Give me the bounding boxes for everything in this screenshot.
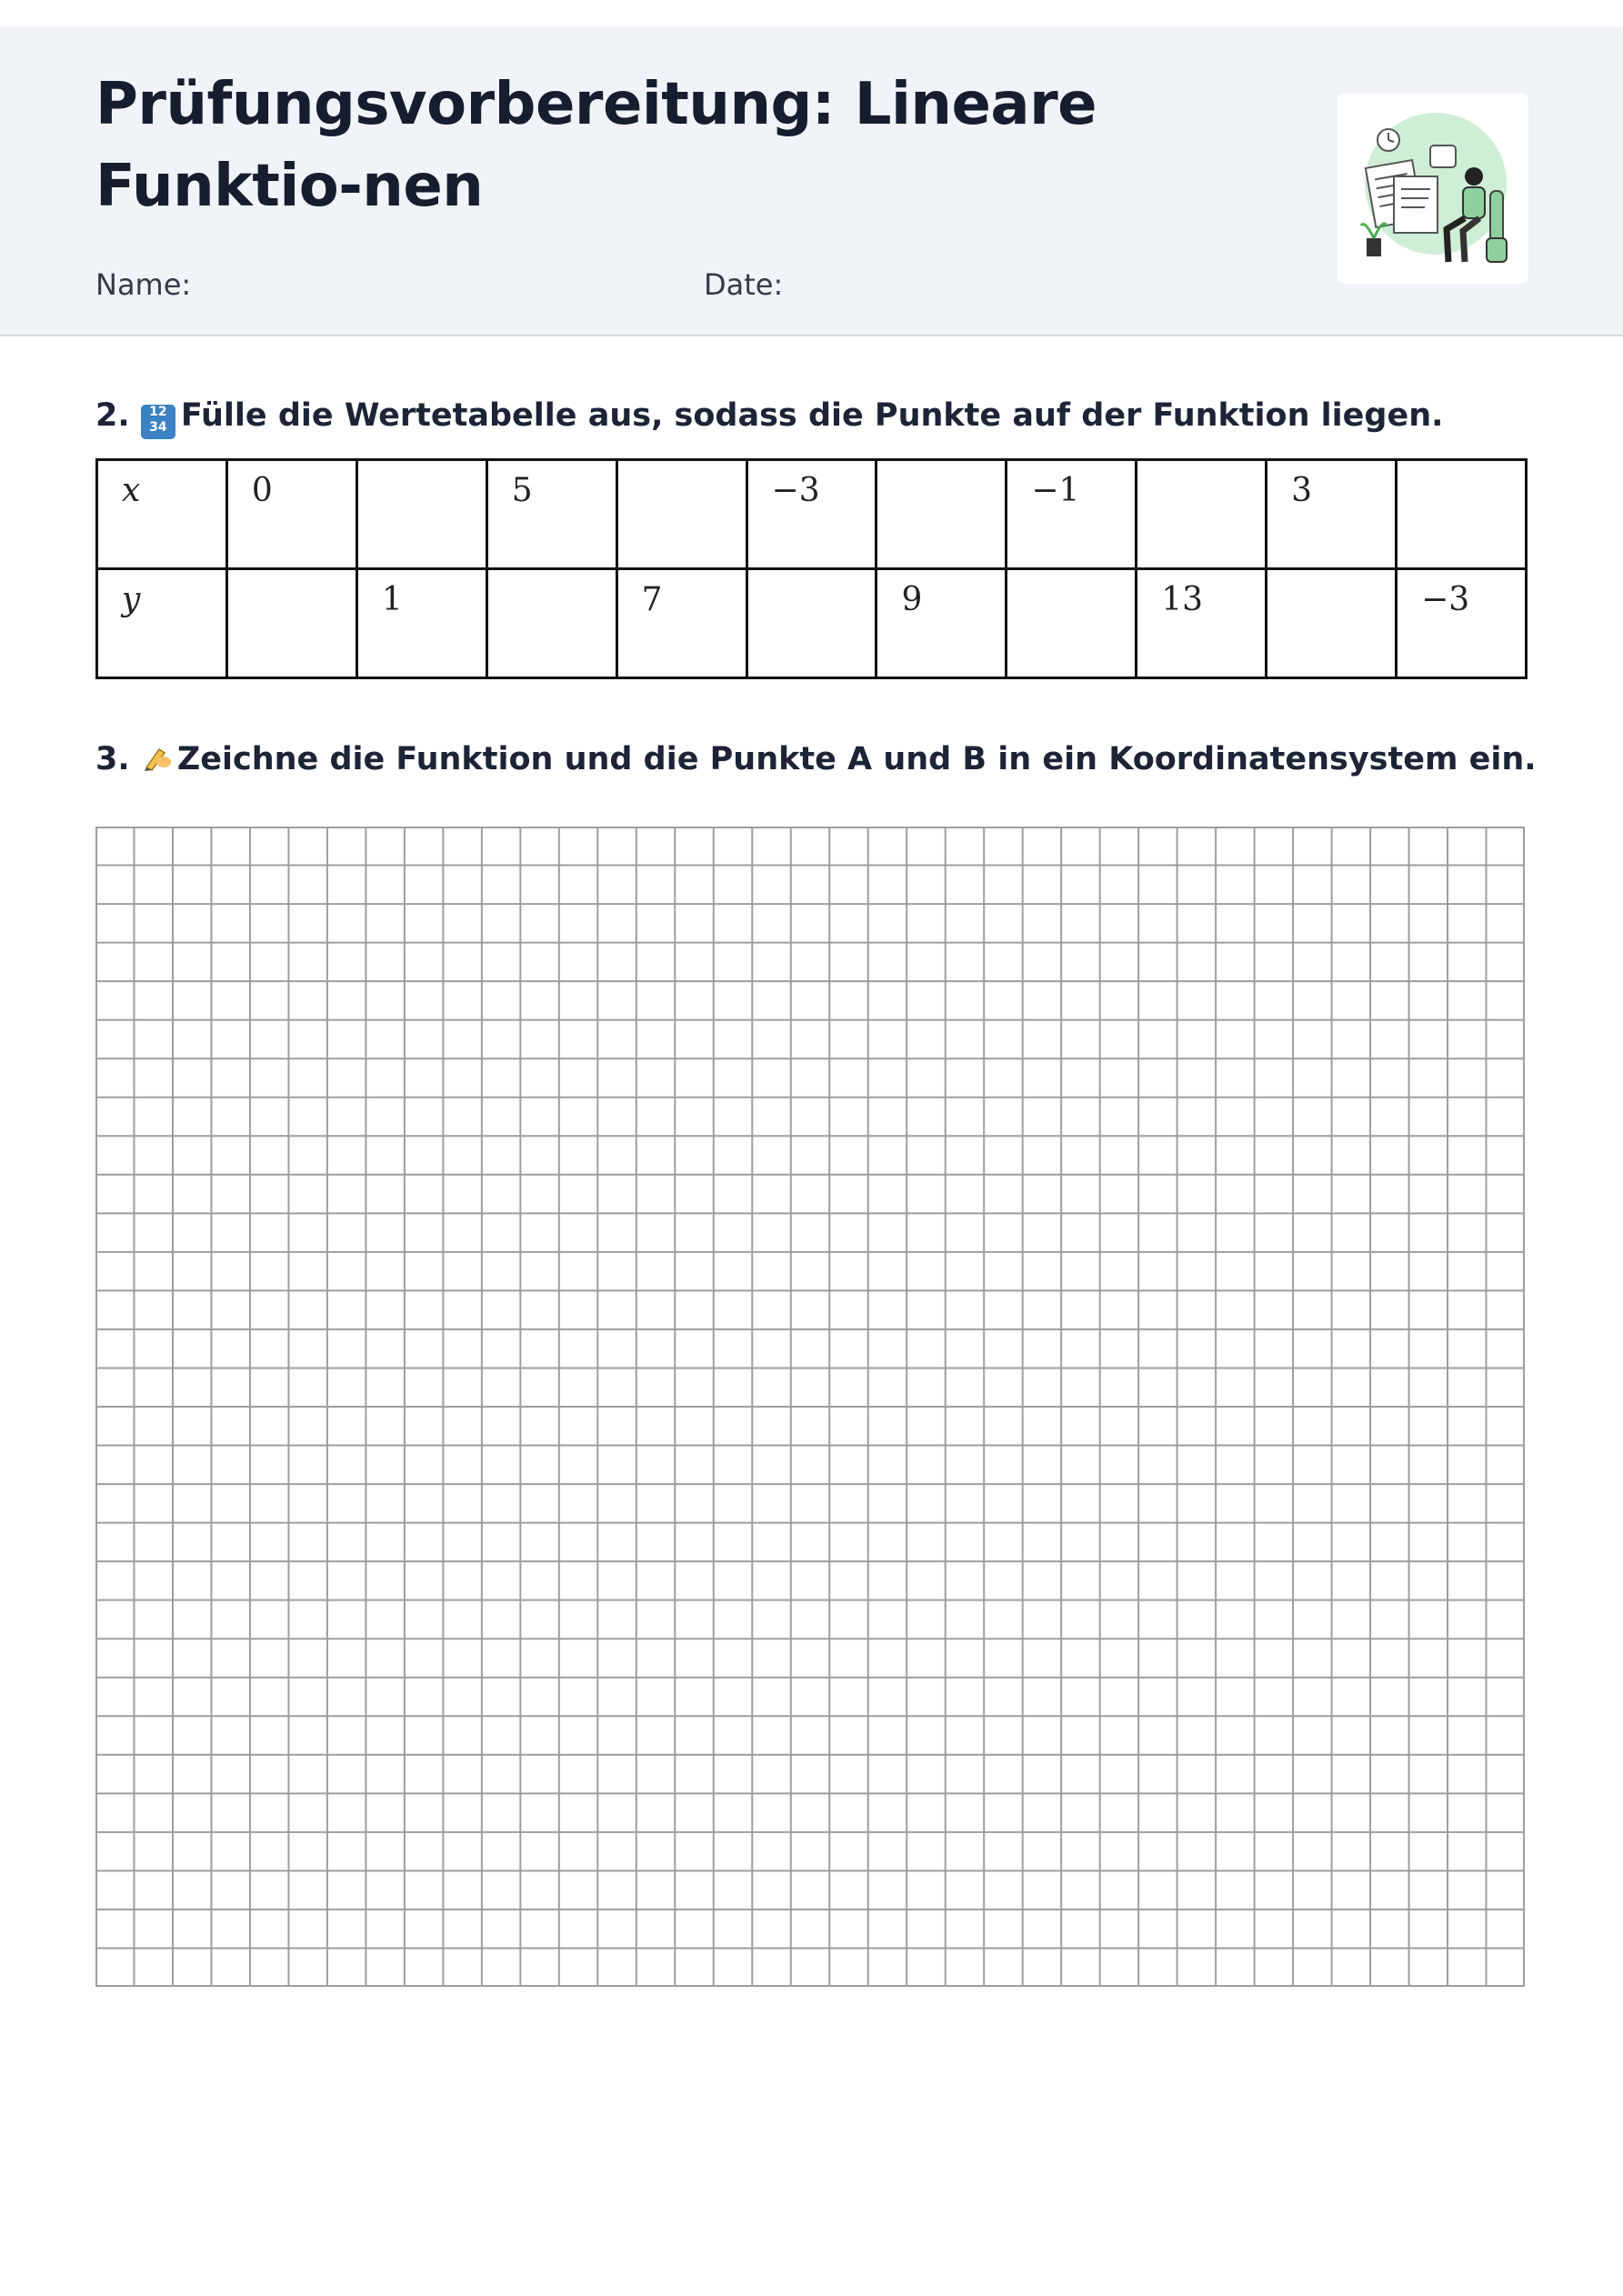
table-cell-y[interactable] bbox=[226, 569, 356, 678]
table-cell-x[interactable] bbox=[877, 460, 1007, 569]
table-cell-y[interactable] bbox=[1007, 569, 1137, 678]
table-cell-x[interactable] bbox=[616, 460, 746, 569]
question-2-heading bbox=[95, 397, 1443, 439]
name-label: Name: bbox=[95, 267, 192, 302]
table-cell-x[interactable]: −1 bbox=[1007, 460, 1137, 569]
table-cell-y-label: y bbox=[97, 569, 227, 678]
page-title: Prüfungsvorbereitung: Lineare Funktio-nen bbox=[95, 71, 1097, 220]
table-cell-y[interactable] bbox=[746, 569, 877, 678]
date-label: Date: bbox=[704, 267, 784, 302]
table-cell-x-label: x bbox=[97, 460, 227, 569]
question-3-number: 3. bbox=[95, 741, 130, 777]
table-cell-x[interactable] bbox=[1137, 460, 1267, 569]
question-2-number: 2. bbox=[95, 397, 130, 434]
table-cell-x[interactable]: 0 bbox=[226, 460, 356, 569]
table-cell-y[interactable]: 7 bbox=[616, 569, 746, 678]
table-cell-y[interactable]: 1 bbox=[356, 569, 486, 678]
table-row-x bbox=[97, 460, 1527, 569]
table-cell-y[interactable] bbox=[1267, 569, 1397, 678]
table-cell-y[interactable]: 13 bbox=[1137, 569, 1267, 678]
table-cell-x[interactable] bbox=[1397, 460, 1527, 569]
table-cell-x[interactable]: −3 bbox=[746, 460, 877, 569]
table-cell-y[interactable] bbox=[486, 569, 616, 678]
question-2-text: Fülle die Wertetabelle aus, sodass die Punkte auf der Funktion liegen. bbox=[180, 397, 1444, 434]
table-row-y bbox=[97, 569, 1527, 678]
student-illustration bbox=[1337, 93, 1528, 284]
value-table bbox=[95, 458, 1528, 679]
question-3-text: Zeichne die Funktion und die Punkte A und B in ein Koordinatensystem ein. bbox=[176, 741, 1537, 777]
input-numbers-icon: 12 34 bbox=[141, 405, 175, 439]
table-cell-x[interactable]: 5 bbox=[486, 460, 616, 569]
table-cell-y[interactable]: −3 bbox=[1397, 569, 1527, 678]
coordinate-grid[interactable] bbox=[95, 827, 1525, 1987]
table-cell-x[interactable]: 3 bbox=[1267, 460, 1397, 569]
table-cell-x[interactable] bbox=[356, 460, 486, 569]
table-cell-y[interactable]: 9 bbox=[877, 569, 1007, 678]
question-3-heading bbox=[95, 740, 1537, 781]
writing-hand-icon bbox=[141, 740, 174, 781]
